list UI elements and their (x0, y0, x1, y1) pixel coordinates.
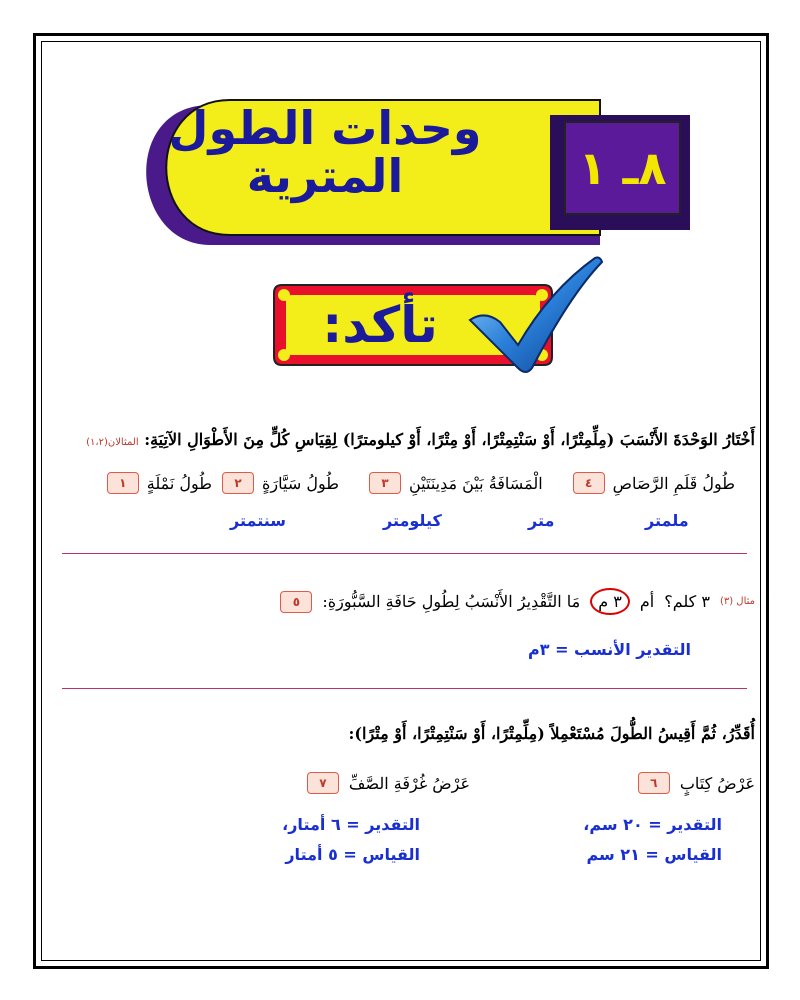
list-item (107, 472, 212, 494)
answer-1: ملمتر (645, 511, 689, 530)
question5-answer: التقدير الأنسب = ٣م (528, 640, 691, 659)
answer-4: سنتمتر (230, 511, 287, 530)
question6-estimate: التقدير = ٢٠ سم، (583, 815, 722, 834)
item-label: طُولُ سَيَّارَةٍ (262, 473, 339, 493)
divider-line (62, 688, 747, 689)
lesson-number: ٨ـ ١ (578, 141, 667, 195)
question5-number-badge: ٥ (280, 591, 312, 613)
item-number-badge: ٦ (638, 772, 670, 794)
answer-3: كيلومتر (383, 511, 442, 530)
question1-instruction (86, 430, 755, 449)
question6-heading: أُقَدِّرُ، ثُمَّ أَقِيسُ الطُّولَ مُسْتَعْمِلاً (مِلِّمِتْرًا، أَوْ سَنْتِمِتْرًا، أَوْ مِتْرًا): (348, 724, 755, 743)
question7-measure: القياس = ٥ أمتار (285, 845, 420, 864)
item-label: طُولُ نَمْلَةٍ (146, 473, 213, 493)
question5-option-a-circled: ٣ م (590, 588, 630, 615)
item-number-badge: ١ (107, 472, 139, 494)
question5 (280, 588, 755, 615)
question1-reference: المثالان(١،٢) (86, 437, 139, 448)
lesson-title-line2: المترية (246, 149, 404, 204)
item-label: عَرْضُ كِتَابٍ (679, 773, 755, 793)
item-label: طُولُ قَلَمِ الرَّصَاصِ (612, 473, 735, 493)
divider-line (62, 553, 747, 554)
question5-text: مَا التَّقْدِيرُ الأَنْسَبُ لِطُولِ حَافَةِ السَّبُّورَةِ: (322, 592, 581, 611)
question7-item (307, 772, 470, 794)
question1-items (107, 472, 755, 494)
list-item (573, 472, 735, 494)
item-number-badge: ٧ (307, 772, 339, 794)
question6-item (638, 772, 755, 794)
question5-or: أم (639, 592, 655, 611)
lesson-title-line1: وحدات الطول (168, 101, 482, 155)
list-item (222, 472, 339, 494)
item-label: الْمَسَافَةُ بَيْنَ مَدِينَتَيْنِ (408, 473, 543, 493)
answer-2: متر (528, 511, 555, 530)
item-number-badge: ٢ (222, 472, 254, 494)
item-label: عَرْضُ غُرْفَةِ الصَّفِّ (348, 773, 470, 793)
item-number-badge: ٣ (369, 472, 401, 494)
section-label: تأكد: (322, 296, 438, 354)
question5-option-b: ٣ كلم؟ (664, 592, 710, 611)
list-item (369, 472, 543, 494)
lesson-title (150, 101, 500, 204)
checkmark-icon (460, 250, 610, 380)
question5-reference: مثال (٣) (719, 596, 755, 607)
question7-estimate: التقدير = ٦ أمتار، (282, 815, 420, 834)
question6-measure: القياس = ٢١ سم (586, 845, 722, 864)
item-number-badge: ٤ (573, 472, 605, 494)
question1-text: أَخْتَارُ الوَحْدَةَ الأَنْسَبَ (مِلِّمِتْرًا، أَوْ سَنْتِمِتْرًا، أَوْ مِتْرًا، أَوْ كيلومترًا) لِقِيَاسِ كُلٍّ مِنَ الأَطْوَالِ الآتِيَةِ: (144, 430, 755, 449)
